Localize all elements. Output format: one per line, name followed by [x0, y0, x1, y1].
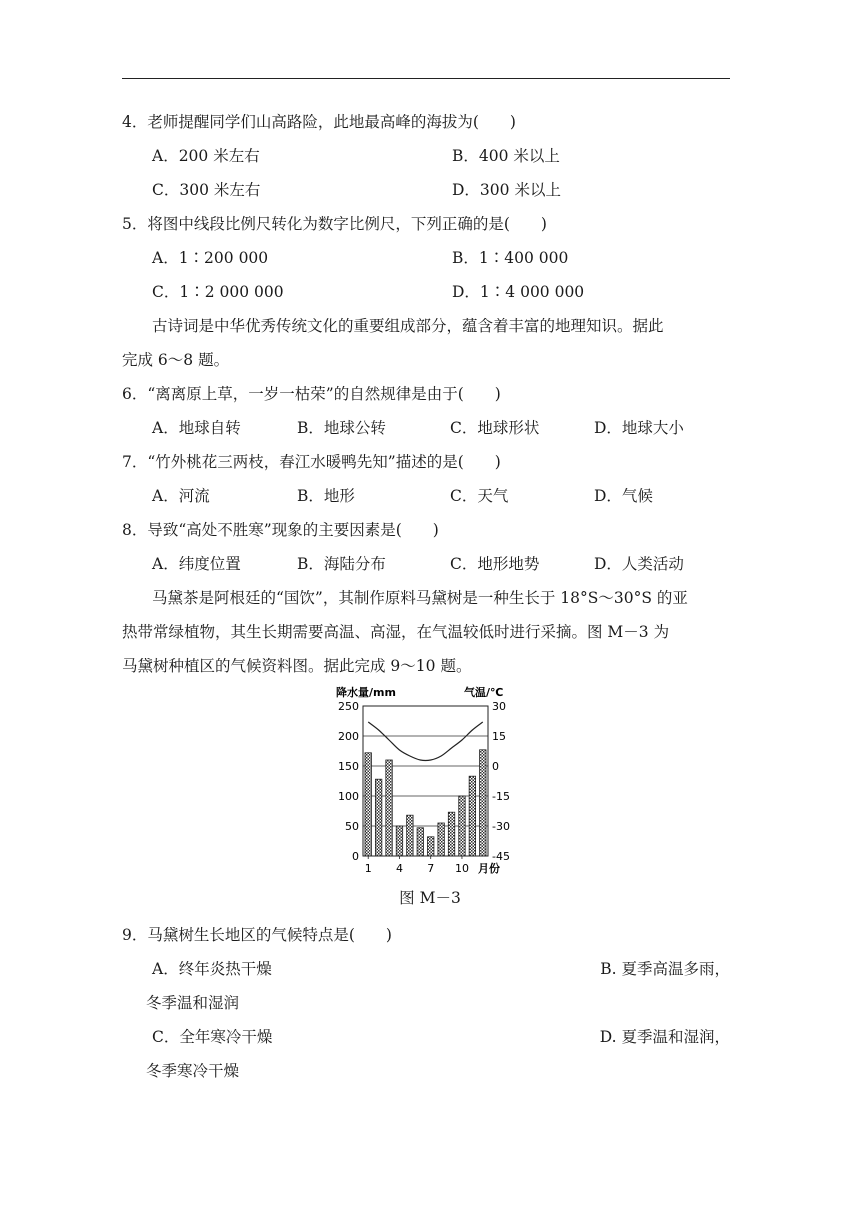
- temp-tick-label: 0: [492, 760, 499, 773]
- precip-tick-label: 0: [352, 850, 359, 863]
- precip-tick-label: 150: [338, 760, 359, 773]
- precip-bar-1: [365, 753, 371, 856]
- month-tick-labels: [365, 856, 469, 875]
- q4-option-d[interactable]: D．300 米以上: [452, 181, 561, 199]
- precip-tick-labels: [338, 700, 359, 863]
- temp-axis-label: 气温/℃: [464, 686, 504, 699]
- precip-bar-6: [417, 828, 423, 856]
- temp-tick-label: -30: [492, 820, 510, 833]
- temp-tick-label: 15: [492, 730, 506, 743]
- month-tick-label: 4: [395, 862, 403, 875]
- q6-option-b[interactable]: B．地球公转: [297, 419, 386, 437]
- q5-option-b[interactable]: B．1∶400 000: [452, 249, 569, 267]
- q5-option-a[interactable]: A．1∶200 000: [152, 249, 269, 267]
- question-4-stem: 4．老师提醒同学们山高路险，此地最高峰的海拔为( ): [122, 113, 516, 131]
- x-axis-unit: 月份: [478, 862, 500, 875]
- q8-option-d[interactable]: D．人类活动: [594, 555, 684, 573]
- precip-axis-label: 降水量/mm: [336, 686, 396, 699]
- intro-mate-line3: 马黛树种植区的气候资料图。据此完成 9～10 题。: [122, 657, 472, 675]
- question-8-stem: 8．导致“高处不胜寒”现象的主要因素是( ): [122, 521, 439, 539]
- temp-tick-label: -45: [492, 850, 510, 863]
- precip-bar-4: [396, 826, 402, 856]
- precip-bar-5: [407, 815, 413, 856]
- q5-option-d[interactable]: D．1∶4 000 000: [452, 283, 585, 301]
- q8-option-b[interactable]: B．海陆分布: [297, 555, 386, 573]
- precip-bar-3: [386, 760, 392, 856]
- q7-option-b[interactable]: B．地形: [297, 487, 355, 505]
- month-tick-label: 7: [427, 862, 435, 875]
- header-rule: [122, 78, 730, 79]
- temp-tick-label: 30: [492, 700, 506, 713]
- q9-option-b-continued: 冬季温和湿润: [146, 994, 240, 1012]
- precip-bar-7: [427, 837, 433, 856]
- precip-bar-12: [480, 750, 486, 856]
- month-tick-label: 10: [454, 862, 469, 875]
- figure-caption: 图 M－3: [399, 889, 461, 907]
- temp-tick-labels: [492, 700, 510, 863]
- precip-bar-11: [469, 776, 475, 856]
- precip-tick-label: 50: [345, 820, 359, 833]
- q5-option-c[interactable]: C．1∶2 000 000: [152, 283, 284, 301]
- question-9-stem: 9．马黛树生长地区的气候特点是( ): [122, 926, 392, 944]
- q6-option-a[interactable]: A．地球自转: [152, 419, 241, 437]
- precip-tick-label: 250: [338, 700, 359, 713]
- q8-option-a[interactable]: A．纬度位置: [152, 555, 241, 573]
- question-7-stem: 7．“竹外桃花三两枝，春江水暖鸭先知”描述的是( ): [122, 453, 501, 471]
- q8-option-c[interactable]: C．地形地势: [450, 555, 540, 573]
- q4-option-b[interactable]: B．400 米以上: [452, 147, 560, 165]
- q7-option-c[interactable]: C．天气: [450, 487, 509, 505]
- q9-option-a[interactable]: A．终年炎热干燥: [152, 960, 272, 978]
- precip-bar-9: [448, 812, 454, 856]
- q9-option-c[interactable]: C．全年寒冷干燥: [152, 1028, 273, 1046]
- intro-poetry-line1: 古诗词是中华优秀传统文化的重要组成部分，蕴含着丰富的地理知识。据此: [152, 317, 664, 335]
- q7-option-a[interactable]: A．河流: [152, 487, 210, 505]
- question-5-stem: 5．将图中线段比例尺转化为数字比例尺，下列正确的是( ): [122, 215, 547, 233]
- question-6-stem: 6．“离离原上草，一岁一枯荣”的自然规律是由于( ): [122, 385, 501, 403]
- precip-bar-10: [459, 796, 465, 856]
- q6-option-c[interactable]: C．地球形状: [450, 419, 540, 437]
- precip-bar-8: [438, 823, 444, 856]
- climate-chart: [330, 682, 530, 878]
- temperature-curve: [368, 722, 483, 761]
- q4-option-c[interactable]: C．300 米左右: [152, 181, 261, 199]
- temp-tick-label: -15: [492, 790, 510, 803]
- intro-mate-line2: 热带常绿植物，其生长期需要高温、高湿，在气温较低时进行采摘。图 M－3 为: [122, 623, 670, 641]
- precip-bar-2: [375, 779, 381, 856]
- intro-poetry-line2: 完成 6～8 题。: [122, 351, 230, 369]
- precip-tick-label: 200: [338, 730, 359, 743]
- q9-option-b[interactable]: B. 夏季高温多雨，: [600, 960, 730, 978]
- month-tick-label: 1: [364, 862, 372, 875]
- q9-option-d[interactable]: D. 夏季温和湿润，: [599, 1028, 730, 1046]
- q6-option-d[interactable]: D．地球大小: [594, 419, 684, 437]
- precip-tick-label: 100: [338, 790, 359, 803]
- q4-option-a[interactable]: A．200 米左右: [152, 147, 260, 165]
- q9-option-d-continued: 冬季寒冷干燥: [146, 1062, 240, 1080]
- intro-mate-line1: 马黛茶是阿根廷的“国饮”，其制作原料马黛树是一种生长于 18°S～30°S 的亚: [152, 589, 688, 607]
- q7-option-d[interactable]: D．气候: [594, 487, 653, 505]
